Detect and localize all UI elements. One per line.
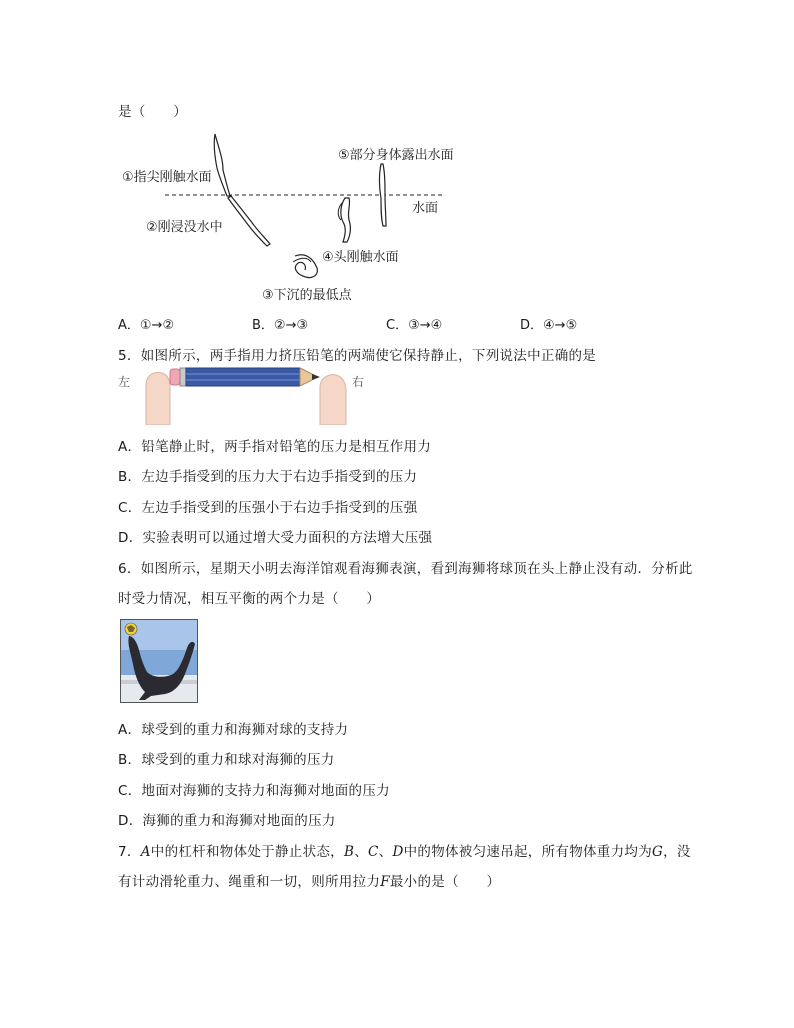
q5-stem: 5．如图所示，两手指用力挤压铅笔的两端使它保持静止，下列说法中正确的是 xyxy=(118,348,597,364)
q4-option-d[interactable]: D．④→⑤ xyxy=(520,318,578,333)
pencil-lead xyxy=(312,374,320,380)
q7-stem-line1: 7．A中的杠杆和物体处于静止状态，B、C、D中的物体被匀速吊起，所有物体重力均为G，没 xyxy=(118,844,691,860)
q5-option-b[interactable]: B．左边手指受到的压力大于右边手指受到的压力 xyxy=(118,469,418,485)
right-finger xyxy=(320,375,346,425)
q6-stem-line2: 时受力情况，相互平衡的两个力是（ ） xyxy=(118,591,381,607)
diver-2 xyxy=(228,196,270,246)
q6-option-a[interactable]: A．球受到的重力和海狮对球的支持力 xyxy=(118,722,349,738)
label-3: ③下沉的最低点 xyxy=(262,288,352,303)
diver-4 xyxy=(341,198,350,242)
q5-option-a[interactable]: A．铅笔静止时，两手指对铅笔的压力是相互作用力 xyxy=(118,439,432,455)
q5-option-d[interactable]: D．实验表明可以通过增大受力面积的方法增大压强 xyxy=(118,530,433,546)
label-4: ④头刚触水面 xyxy=(322,250,399,265)
sea-lion-photo xyxy=(120,619,198,703)
label-water: 水面 xyxy=(412,201,439,216)
q7-stem-line2: 有计动滑轮重力、绳重和一切，则所用拉力F最小的是（ ） xyxy=(118,874,501,890)
q6-stem-line1: 6．如图所示，星期天小明去海洋馆观看海狮表演，看到海狮将球顶在头上静止没有动．分析此 xyxy=(118,561,693,577)
q6-option-b[interactable]: B．球受到的重力和球对海狮的压力 xyxy=(118,752,335,768)
q6-option-d[interactable]: D．海狮的重力和海狮对地面的压力 xyxy=(118,813,336,829)
pencil-left-label: 左 xyxy=(118,375,131,389)
pencil-body xyxy=(186,368,300,386)
pencil-ferrule xyxy=(180,368,186,386)
pencil-illustration xyxy=(140,365,350,425)
pencil-figure xyxy=(140,365,350,425)
sea-lion-illustration xyxy=(121,620,197,702)
q4-option-b[interactable]: B．②→③ xyxy=(252,318,309,333)
diver-5 xyxy=(380,164,387,226)
q6-option-c[interactable]: C．地面对海狮的支持力和海狮对地面的压力 xyxy=(118,783,390,799)
q5-option-c[interactable]: C．左边手指受到的压强小于右边手指受到的压强 xyxy=(118,500,418,516)
left-finger xyxy=(146,373,170,426)
q4-option-a[interactable]: A．①→② xyxy=(118,318,175,333)
label-5: ⑤部分身体露出水面 xyxy=(338,148,454,163)
pencil-eraser xyxy=(170,369,180,385)
q4-option-c[interactable]: C．③→④ xyxy=(386,318,443,333)
label-1: ①指尖刚触水面 xyxy=(122,170,212,185)
q4-stem-tail: 是（ ） xyxy=(118,104,187,120)
label-2: ②刚浸没水中 xyxy=(146,220,223,235)
pencil-right-label: 右 xyxy=(352,375,365,389)
diver-1 xyxy=(214,134,230,196)
